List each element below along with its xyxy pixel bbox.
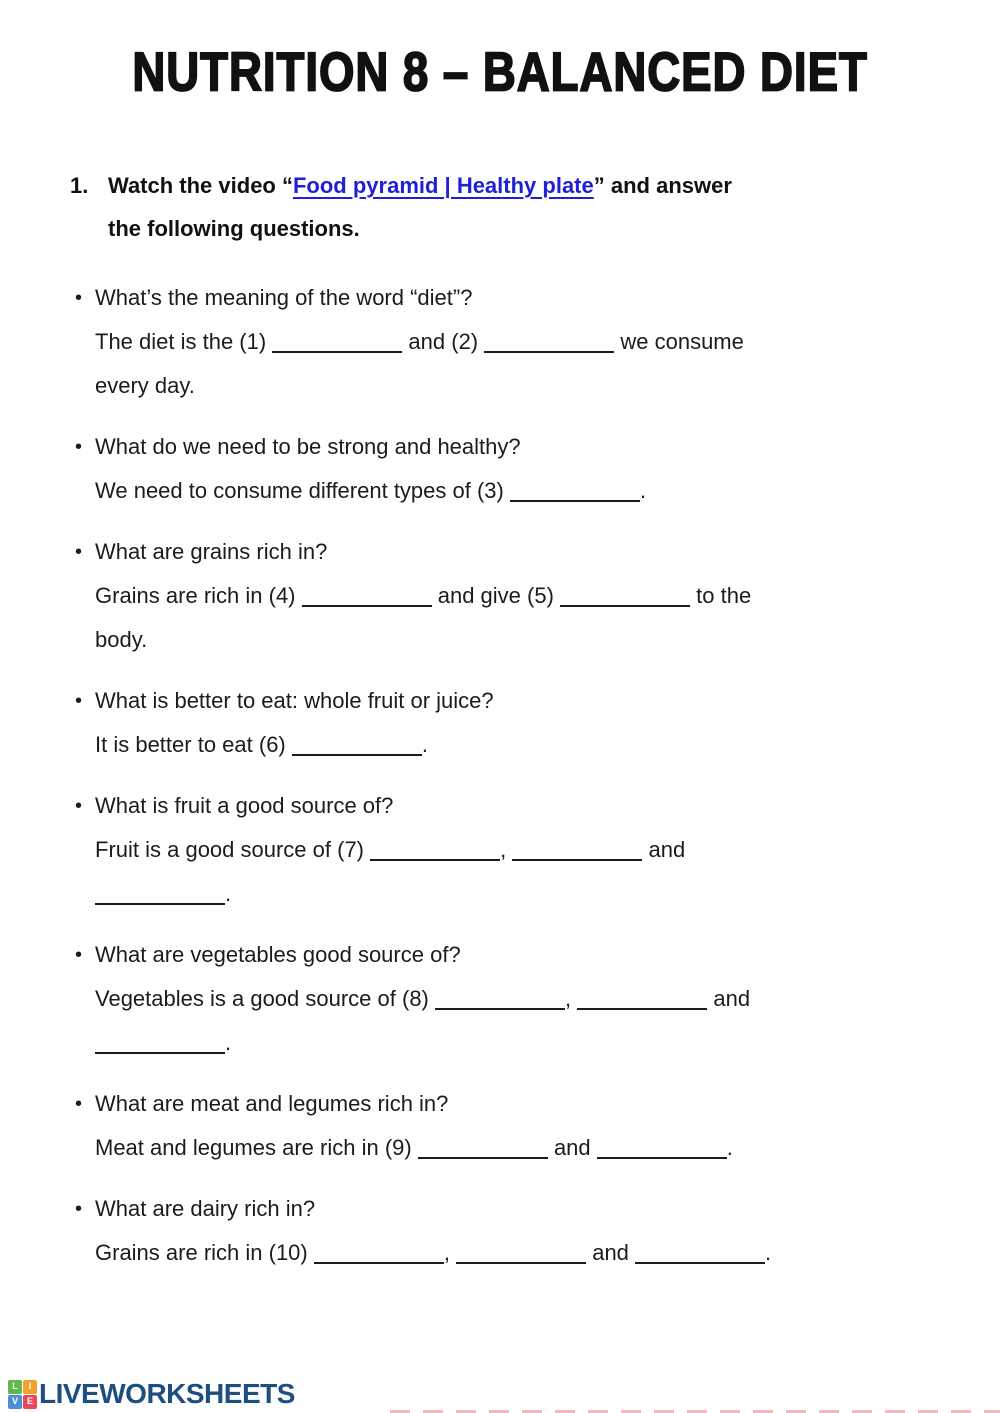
question-line: [75, 933, 1000, 977]
answer-text: .: [225, 881, 232, 906]
question-block: [75, 933, 1000, 1065]
answer-blank[interactable]: [302, 585, 432, 607]
question-line: [75, 425, 1000, 469]
answer-text: ,: [565, 986, 578, 1011]
instruction-line2: the following questions.: [108, 216, 360, 241]
answer-line: [75, 723, 1000, 767]
answer-line: [75, 1231, 1000, 1275]
video-link[interactable]: Food pyramid | Healthy plate: [292, 173, 594, 198]
answer-text: .: [726, 1135, 733, 1160]
answer-text: Vegetables is a good source of (8): [95, 986, 435, 1011]
question-block: [75, 276, 1000, 408]
answer-text: .: [225, 1030, 232, 1055]
question-block: [75, 784, 1000, 916]
question-list: [0, 276, 1000, 1275]
answer-text: body.: [95, 627, 148, 652]
answer-text: The diet is the (1): [95, 329, 273, 354]
answer-blank[interactable]: [435, 988, 565, 1010]
answer-blank[interactable]: [560, 585, 690, 607]
instruction-line1: [108, 164, 732, 207]
answer-text: Grains are rich in (4): [95, 583, 302, 608]
liveworksheets-wordmark: LIVEWORKSHEETS: [39, 1378, 295, 1409]
answer-blank[interactable]: [370, 839, 500, 861]
answer-text: and: [586, 1240, 636, 1265]
logo-square-v: V: [8, 1395, 22, 1409]
answer-text: .: [765, 1240, 772, 1265]
answer-line: [75, 320, 1000, 364]
answer-blank[interactable]: [95, 1032, 225, 1054]
question-text: What is better to eat: whole fruit or juice?: [95, 688, 494, 713]
answer-text: and: [707, 986, 751, 1011]
instruction-pre-link: Watch the video “: [108, 173, 293, 198]
logo-square-i: I: [23, 1380, 37, 1394]
bullet-icon: •: [75, 287, 83, 309]
answer-text: .: [421, 732, 428, 757]
answer-line: [75, 977, 1000, 1021]
answer-text: ,: [500, 837, 513, 862]
answer-blank[interactable]: [418, 1137, 548, 1159]
question-line: [75, 784, 1000, 828]
question-block: [75, 1082, 1000, 1170]
question-text: What do we need to be strong and healthy?: [95, 434, 521, 459]
answer-text: and: [642, 837, 686, 862]
bullet-icon: •: [75, 944, 83, 966]
bullet-icon: •: [75, 690, 83, 712]
answer-line: [75, 1021, 1000, 1065]
bullet-icon: •: [75, 541, 83, 563]
question-block: [75, 530, 1000, 662]
question-text: What are meat and legumes rich in?: [95, 1091, 449, 1116]
answer-text: .: [639, 478, 647, 503]
answer-text: and: [547, 1135, 597, 1160]
answer-line: [75, 364, 1000, 408]
question-line: [75, 1082, 1000, 1126]
bullet-icon: •: [75, 436, 83, 458]
answer-line: [75, 872, 1000, 916]
logo-square-e: E: [23, 1395, 37, 1409]
answer-line: [75, 1126, 1000, 1170]
answer-line: [75, 828, 1000, 872]
answer-blank[interactable]: [95, 883, 225, 905]
answer-text: we consume: [614, 329, 744, 354]
bullet-icon: •: [75, 1093, 83, 1115]
answer-text: and (2): [402, 329, 485, 354]
answer-blank[interactable]: [512, 839, 642, 861]
answer-line: [75, 574, 1000, 618]
question-line: [75, 276, 1000, 320]
question-block: [75, 1187, 1000, 1275]
question-text: What are grains rich in?: [95, 539, 328, 564]
page-title: [0, 36, 1000, 108]
answer-text: to the: [690, 583, 752, 608]
answer-blank[interactable]: [597, 1137, 727, 1159]
answer-text: every day.: [95, 373, 195, 398]
answer-text: Fruit is a good source of (7): [95, 837, 371, 862]
answer-line: [75, 618, 1000, 662]
answer-blank[interactable]: [484, 331, 614, 353]
question-block: [75, 425, 1000, 513]
answer-text: ,: [443, 1240, 457, 1265]
footer: [8, 1378, 295, 1410]
instruction-text: [108, 164, 732, 250]
answer-blank[interactable]: [272, 331, 402, 353]
answer-blank[interactable]: [510, 480, 640, 502]
question-text: What are dairy rich in?: [95, 1196, 316, 1221]
question-line: [75, 1187, 1000, 1231]
page-title-text: NUTRITION 8 – BALANCED DIET: [132, 40, 868, 103]
question-text: What are vegetables good source of?: [95, 942, 461, 967]
bullet-icon: •: [75, 795, 83, 817]
answer-text: and give (5): [431, 583, 561, 608]
question-line: [75, 530, 1000, 574]
liveworksheets-logo-icon: [8, 1380, 37, 1409]
question-line: [75, 679, 1000, 723]
answer-text: We need to consume different types of (3): [95, 478, 510, 503]
bullet-icon: •: [75, 1198, 83, 1220]
answer-blank[interactable]: [635, 1242, 765, 1264]
answer-text: Grains are rich in (10): [95, 1240, 314, 1265]
answer-blank[interactable]: [456, 1242, 586, 1264]
answer-blank[interactable]: [292, 734, 422, 756]
instruction-number: 1.: [70, 173, 89, 198]
question-text: What is fruit a good source of?: [95, 793, 394, 818]
logo-square-l: L: [8, 1380, 22, 1394]
question-text: What’s the meaning of the word “diet”?: [95, 285, 473, 310]
answer-blank[interactable]: [314, 1242, 444, 1264]
answer-blank[interactable]: [577, 988, 707, 1010]
answer-text: Meat and legumes are rich in (9): [95, 1135, 418, 1160]
answer-line: [75, 469, 1000, 513]
instruction: [70, 164, 1000, 250]
instruction-post-link: ” and answer: [593, 173, 732, 198]
question-block: [75, 679, 1000, 767]
answer-text: It is better to eat (6): [95, 732, 292, 757]
